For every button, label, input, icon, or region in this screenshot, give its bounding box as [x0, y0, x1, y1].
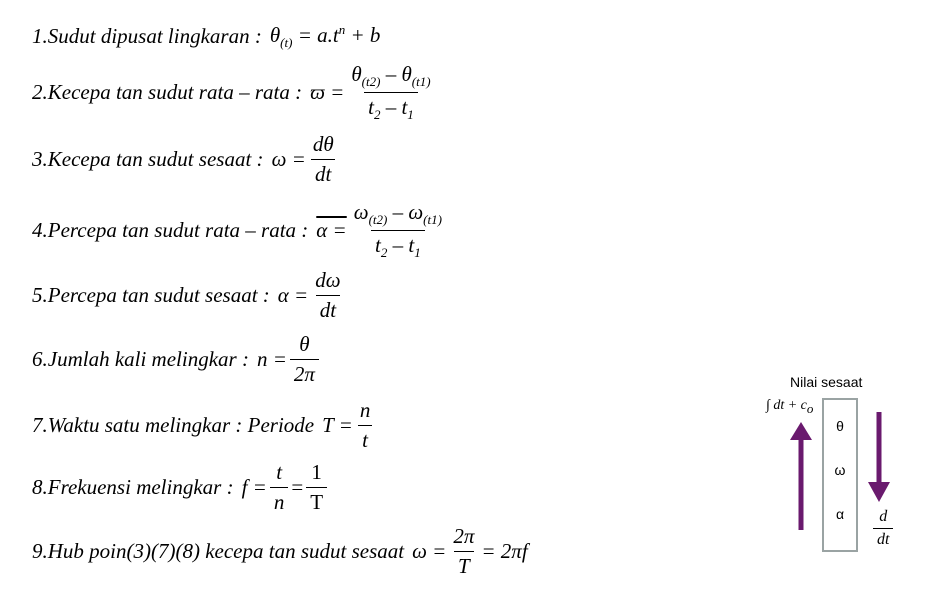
formula-4-label: 4.Percepa tan sudut rata – rata :: [32, 218, 309, 243]
quantity-box: [822, 398, 858, 552]
formula-9-lhs: ω =: [412, 539, 447, 563]
formula-8-den2: T: [306, 487, 327, 515]
formula-2-fraction: $\frac{\theta_{(t2)} - \theta_{(t1)}}{t_2 - t_1}$: [351, 62, 431, 123]
formula-3-den: dt: [311, 159, 335, 187]
formula-3: [32, 132, 341, 187]
arrow-down-icon: [866, 410, 892, 504]
symbol-alpha: α: [835, 506, 845, 522]
formula-8-label: 8.Frekuensi melingkar :: [32, 475, 234, 499]
formula-7-num: n: [359, 398, 371, 422]
formula-2-lhs: ϖ =: [310, 80, 345, 105]
formula-6-lhs: n =: [256, 347, 287, 371]
formula-5-label: 5.Percepa tan sudut sesaat :: [32, 283, 270, 307]
formula-4-lhs: α =: [316, 218, 347, 243]
formula-1-label: 1.Sudut dipusat lingkaran :: [32, 24, 262, 49]
formula-3-fraction: [309, 132, 338, 187]
formula-5-den: dt: [316, 295, 340, 323]
formula-1-rhs: $\theta_{(t)} = a.t^n + b$: [269, 22, 381, 51]
diagram-title: Nilai sesaat: [790, 374, 863, 390]
integral-text: ∫ dt + c: [766, 398, 807, 413]
formula-2: [32, 62, 438, 123]
formula-1: [32, 22, 380, 51]
formula-8-fraction-b: [306, 460, 327, 515]
formula-7-label: 7.Waktu satu melingkar : Periode: [32, 413, 315, 437]
formula-5-num: dω: [315, 268, 341, 292]
formula-9: [32, 524, 528, 579]
symbol-theta: θ: [836, 418, 844, 434]
formula-3-label: 3.Kecepa tan sudut sesaat :: [32, 147, 264, 171]
formula-4-fraction: $\frac{\omega_{(t2)} - \omega_{(t1)}}{t_2 - t_1}$: [353, 200, 442, 261]
derivative-num: d: [879, 508, 888, 525]
formula-7-den: t: [358, 425, 372, 453]
derivative-den: dt: [873, 528, 893, 549]
formula-5-fraction: [311, 268, 344, 323]
integral-label: [766, 398, 813, 417]
arrow-up-icon: [788, 420, 814, 532]
formula-8-lhs: f =: [241, 475, 267, 499]
formula-5-lhs: α =: [277, 283, 309, 307]
formula-8-num2: 1: [311, 460, 322, 484]
formula-3-num: dθ: [312, 132, 334, 156]
formula-6-fraction: [290, 332, 319, 387]
formula-9-num: 2π: [453, 524, 475, 548]
formula-3-lhs: ω =: [271, 147, 306, 171]
formula-8: 8.Frekuensi melingkar : f = $\frac{t}{n}$ = $\frac{1}{T}$: [32, 460, 330, 515]
formula-7-lhs: T =: [322, 413, 353, 437]
formula-9-label: 9.Hub poin(3)(7)(8) kecepa tan sudut sesaat: [32, 539, 405, 563]
formula-8-num: t: [276, 460, 283, 484]
formula-6-num: θ: [299, 332, 310, 356]
symbol-omega: ω: [834, 462, 846, 478]
formula-6-den: 2π: [290, 359, 319, 387]
formula-4: [32, 200, 449, 261]
formula-6-label: 6.Jumlah kali melingkar :: [32, 347, 249, 371]
formula-6: [32, 332, 322, 387]
derivative-label: [870, 508, 896, 549]
formula-7-fraction: [356, 398, 375, 453]
formula-5: [32, 268, 348, 323]
formula-8-den: n: [270, 487, 289, 515]
formula-8-fraction-a: [270, 460, 289, 515]
formula-9-den: T: [454, 551, 474, 579]
formula-2-label: 2.Kecepa tan sudut rata – rata :: [32, 80, 303, 105]
formula-9-tail: = 2πf: [481, 539, 528, 563]
formula-9-fraction: [449, 524, 478, 579]
formula-7: [32, 398, 377, 453]
integral-sub: o: [806, 400, 814, 416]
